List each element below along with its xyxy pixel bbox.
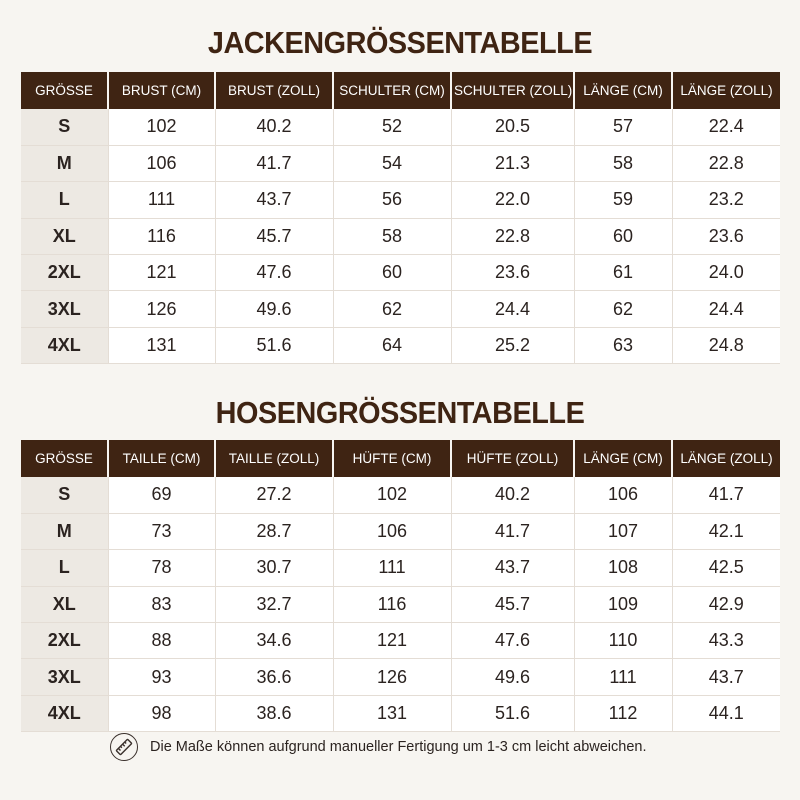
column-header: GRÖSSE xyxy=(21,72,108,109)
table-cell: 109 xyxy=(574,586,672,622)
size-label-cell: 2XL xyxy=(21,255,108,291)
table-cell: 45.7 xyxy=(215,218,333,254)
table-cell: 121 xyxy=(333,623,451,659)
table-cell: 47.6 xyxy=(451,623,574,659)
table-cell: 22.8 xyxy=(672,145,780,181)
table-cell: 78 xyxy=(108,550,215,586)
table-cell: 34.6 xyxy=(215,623,333,659)
column-header: HÜFTE (ZOLL) xyxy=(451,440,574,477)
table-cell: 98 xyxy=(108,695,215,731)
size-label-cell: 3XL xyxy=(21,291,108,327)
table-cell: 126 xyxy=(333,659,451,695)
size-label-cell: 4XL xyxy=(21,327,108,363)
column-header: HÜFTE (CM) xyxy=(333,440,451,477)
table-cell: 41.7 xyxy=(215,145,333,181)
table-cell: 54 xyxy=(333,145,451,181)
column-header: LÄNGE (ZOLL) xyxy=(672,72,780,109)
column-header: TAILLE (ZOLL) xyxy=(215,440,333,477)
column-header: LÄNGE (CM) xyxy=(574,72,672,109)
table-row xyxy=(21,623,780,659)
table-cell: 42.5 xyxy=(672,550,780,586)
table-cell: 23.6 xyxy=(672,218,780,254)
size-label-cell: M xyxy=(21,145,108,181)
table-cell: 112 xyxy=(574,695,672,731)
table-cell: 63 xyxy=(574,327,672,363)
size-label-cell: 3XL xyxy=(21,659,108,695)
table-cell: 60 xyxy=(333,255,451,291)
table-cell: 22.0 xyxy=(451,182,574,218)
table-cell: 57 xyxy=(574,109,672,145)
table-cell: 56 xyxy=(333,182,451,218)
column-header: TAILLE (CM) xyxy=(108,440,215,477)
pants-size-table xyxy=(21,440,780,732)
size-label-cell: S xyxy=(21,109,108,145)
size-label-cell: XL xyxy=(21,586,108,622)
table-cell: 20.5 xyxy=(451,109,574,145)
table-cell: 106 xyxy=(333,513,451,549)
size-label-cell: L xyxy=(21,550,108,586)
table-cell: 49.6 xyxy=(451,659,574,695)
size-label-cell: L xyxy=(21,182,108,218)
table-cell: 40.2 xyxy=(451,477,574,513)
table-cell: 28.7 xyxy=(215,513,333,549)
table-cell: 126 xyxy=(108,291,215,327)
column-header: BRUST (ZOLL) xyxy=(215,72,333,109)
table-cell: 62 xyxy=(333,291,451,327)
table-cell: 69 xyxy=(108,477,215,513)
table-cell: 24.4 xyxy=(451,291,574,327)
table-cell: 111 xyxy=(574,659,672,695)
table-cell: 24.0 xyxy=(672,255,780,291)
table-cell: 44.1 xyxy=(672,695,780,731)
jacket-size-table xyxy=(21,72,780,364)
table-cell: 43.7 xyxy=(215,182,333,218)
table-cell: 111 xyxy=(108,182,215,218)
table-cell: 22.4 xyxy=(672,109,780,145)
table-cell: 110 xyxy=(574,623,672,659)
table-row xyxy=(21,218,780,254)
table-row xyxy=(21,145,780,181)
size-label-cell: XL xyxy=(21,218,108,254)
table-cell: 21.3 xyxy=(451,145,574,181)
table-cell: 49.6 xyxy=(215,291,333,327)
table-cell: 93 xyxy=(108,659,215,695)
table-cell: 41.7 xyxy=(451,513,574,549)
size-label-cell: M xyxy=(21,513,108,549)
table-cell: 43.7 xyxy=(672,659,780,695)
size-label-cell: 2XL xyxy=(21,623,108,659)
table-cell: 121 xyxy=(108,255,215,291)
table-cell: 40.2 xyxy=(215,109,333,145)
table-cell: 47.6 xyxy=(215,255,333,291)
column-header: SCHULTER (CM) xyxy=(333,72,451,109)
table-cell: 30.7 xyxy=(215,550,333,586)
column-header: GRÖSSE xyxy=(21,440,108,477)
table-cell: 58 xyxy=(333,218,451,254)
size-label-cell: 4XL xyxy=(21,695,108,731)
table-cell: 38.6 xyxy=(215,695,333,731)
table-cell: 36.6 xyxy=(215,659,333,695)
table-header-row xyxy=(21,440,780,477)
ruler-icon xyxy=(110,733,138,761)
table-cell: 32.7 xyxy=(215,586,333,622)
table-cell: 64 xyxy=(333,327,451,363)
column-header: SCHULTER (ZOLL) xyxy=(451,72,574,109)
table-row xyxy=(21,659,780,695)
table-cell: 59 xyxy=(574,182,672,218)
table-cell: 25.2 xyxy=(451,327,574,363)
table-cell: 23.6 xyxy=(451,255,574,291)
table-cell: 106 xyxy=(574,477,672,513)
table-cell: 61 xyxy=(574,255,672,291)
column-header: BRUST (CM) xyxy=(108,72,215,109)
table-cell: 88 xyxy=(108,623,215,659)
table-cell: 52 xyxy=(333,109,451,145)
table-row xyxy=(21,327,780,363)
table-cell: 24.4 xyxy=(672,291,780,327)
table-row xyxy=(21,477,780,513)
table-row xyxy=(21,695,780,731)
pants-size-chart-title: HOSENGRÖSSENTABELLE xyxy=(215,395,585,430)
table-cell: 58 xyxy=(574,145,672,181)
table-cell: 45.7 xyxy=(451,586,574,622)
table-cell: 51.6 xyxy=(451,695,574,731)
table-cell: 41.7 xyxy=(672,477,780,513)
table-cell: 42.9 xyxy=(672,586,780,622)
table-cell: 42.1 xyxy=(672,513,780,549)
table-row xyxy=(21,550,780,586)
table-cell: 131 xyxy=(108,327,215,363)
table-cell: 106 xyxy=(108,145,215,181)
table-cell: 51.6 xyxy=(215,327,333,363)
table-cell: 22.8 xyxy=(451,218,574,254)
jacket-size-chart-title: JACKENGRÖSSENTABELLE xyxy=(207,25,593,60)
table-cell: 83 xyxy=(108,586,215,622)
table-cell: 108 xyxy=(574,550,672,586)
table-cell: 24.8 xyxy=(672,327,780,363)
table-cell: 131 xyxy=(333,695,451,731)
table-row xyxy=(21,255,780,291)
table-cell: 23.2 xyxy=(672,182,780,218)
table-row xyxy=(21,182,780,218)
size-label-cell: S xyxy=(21,477,108,513)
table-cell: 116 xyxy=(108,218,215,254)
column-header: LÄNGE (CM) xyxy=(574,440,672,477)
table-cell: 102 xyxy=(108,109,215,145)
table-cell: 102 xyxy=(333,477,451,513)
table-cell: 60 xyxy=(574,218,672,254)
table-cell: 27.2 xyxy=(215,477,333,513)
table-cell: 73 xyxy=(108,513,215,549)
table-cell: 43.7 xyxy=(451,550,574,586)
table-header-row xyxy=(21,72,780,109)
table-row xyxy=(21,586,780,622)
table-cell: 62 xyxy=(574,291,672,327)
table-cell: 107 xyxy=(574,513,672,549)
table-row xyxy=(21,513,780,549)
column-header: LÄNGE (ZOLL) xyxy=(672,440,780,477)
table-cell: 116 xyxy=(333,586,451,622)
note-text: Die Maße können aufgrund manueller Fertigung um 1-3 cm leicht abweichen. xyxy=(150,739,647,755)
measurement-note xyxy=(110,733,646,761)
table-row xyxy=(21,291,780,327)
table-cell: 43.3 xyxy=(672,623,780,659)
table-cell: 111 xyxy=(333,550,451,586)
table-row xyxy=(21,109,780,145)
